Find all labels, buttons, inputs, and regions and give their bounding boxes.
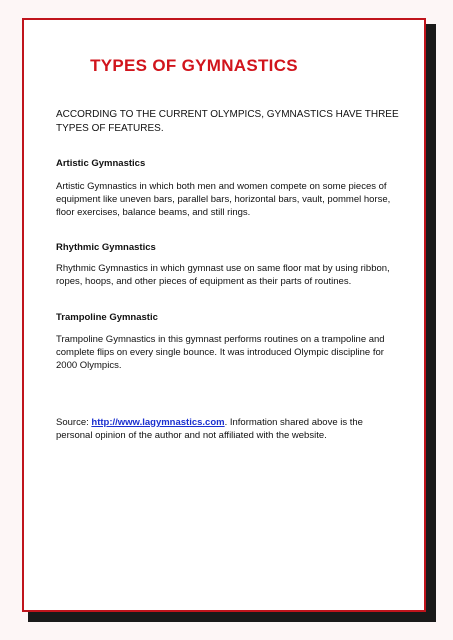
section-heading-rhythmic: Rhythmic Gymnastics xyxy=(56,242,156,253)
source-note xyxy=(56,416,401,442)
intro-text: ACCORDING TO THE CURRENT OLYMPICS, GYMNASTICS HAVE THREE TYPES OF FEATURES. xyxy=(56,109,399,134)
page-title: TYPES OF GYMNASTICS xyxy=(90,56,298,75)
source-link[interactable]: http://www.lagymnastics.com xyxy=(91,417,225,428)
source-prefix: Source: xyxy=(56,417,92,428)
source-suffix: . Information shared above is the personal opinion of the author and not affiliated with the website. xyxy=(56,417,363,441)
section-body-artistic: Artistic Gymnastics in which both men and women compete on some pieces of equipment like uneven bars, parallel bars, horizontal bars, vault, pommel horse, floor exercises, balance beams, and still rings. xyxy=(56,181,391,218)
section-body-trampoline: Trampoline Gymnastics in this gymnast performs routines on a trampoline and complete flips on every single bounce. It was introduced Olympic discipline for 2000 Olympics. xyxy=(56,334,385,371)
section-heading-artistic: Artistic Gymnastics xyxy=(56,158,146,169)
section-heading-trampoline: Trampoline Gymnastic xyxy=(56,312,158,323)
document-frame xyxy=(22,18,426,612)
section-body-rhythmic: Rhythmic Gymnastics in which gymnast use on same floor mat by using ribbon, ropes, hoops, and other pieces of equipment as their parts of routines. xyxy=(56,263,390,287)
